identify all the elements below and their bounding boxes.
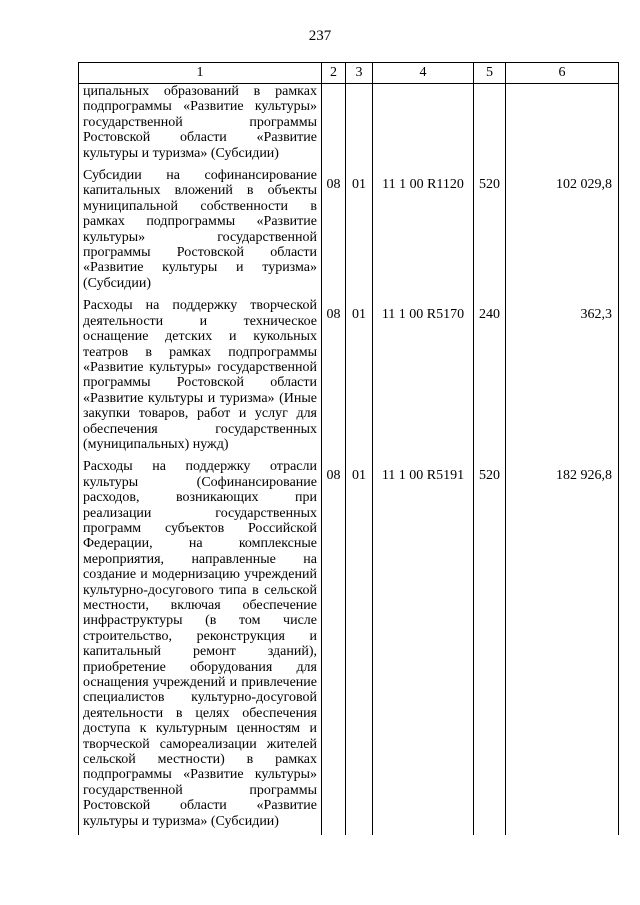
header-col-3: 3 xyxy=(346,63,373,84)
row-amount xyxy=(506,84,619,168)
row-target-code: 11 1 00 R5170 xyxy=(373,297,474,458)
row-description: Расходы на поддержку творческой деятельности и техническое оснащение детских и кукольных театров в рамках подпрограммы «Развитие культуры» государственной программы Ростовской области «Развитие культуры и туризма» (Иные закупки товаров, работ и услуг для обеспечения государственных (муниципальных) нужд) xyxy=(79,297,322,458)
table-header xyxy=(79,63,619,84)
row-subsection: 01 xyxy=(346,297,373,458)
row-target-code: 11 1 00 R5191 xyxy=(373,458,474,835)
row-section: 08 xyxy=(322,458,346,835)
row-target-code: 11 1 00 R1120 xyxy=(373,167,474,297)
header-col-1: 1 xyxy=(79,63,322,84)
row-expense-type: 520 xyxy=(474,167,506,297)
row-description: Субсидии на софинансирование капитальных вложений в объекты муниципальной собственности в рамках подпрограммы «Развитие культуры» государственной программы Ростовской области «Развитие культуры и туризма» (Субсидии) xyxy=(79,167,322,297)
row-description: ципальных образований в рамках подпрограммы «Развитие культуры» государственной программы Ростовской области «Развитие культуры и туризма» (Субсидии) xyxy=(79,84,322,168)
row-description: Расходы на поддержку отрасли культуры (Софинансирование расходов, возникающих при реализации государственных программ субъектов Российской Федерации, на комплексные мероприятия, направленные на создание и модернизацию учреждений культурно-досугового типа в сельской местности, включая обеспечение инфраструктуры (в том числе строительство, реконструкция и капитальный ремонт зданий), приобретение оборудования для оснащения учреждений и привлечение специалистов культурно-досуговой деятельности в целях обеспечения доступа к культурным ценностям и творческой самореализации жителей сельской местности) в рамках подпрограммы «Развитие культуры» государственной программы Ростовской области «Развитие культуры и туризма» (Субсидии) xyxy=(79,458,322,835)
table-row xyxy=(79,84,619,168)
row-amount: 102 029,8 xyxy=(506,167,619,297)
page-number: 237 xyxy=(308,28,332,44)
row-expense-type: 520 xyxy=(474,458,506,835)
row-subsection xyxy=(346,84,373,168)
row-section xyxy=(322,84,346,168)
budget-table xyxy=(78,62,619,835)
header-col-2: 2 xyxy=(322,63,346,84)
row-subsection: 01 xyxy=(346,167,373,297)
table-row xyxy=(79,167,619,297)
row-target-code xyxy=(373,84,474,168)
row-section: 08 xyxy=(322,167,346,297)
header-row xyxy=(79,63,619,84)
row-expense-type xyxy=(474,84,506,168)
header-col-4: 4 xyxy=(373,63,474,84)
row-amount: 362,3 xyxy=(506,297,619,458)
row-section: 08 xyxy=(322,297,346,458)
table-body xyxy=(79,84,619,836)
row-amount: 182 926,8 xyxy=(506,458,619,835)
row-expense-type: 240 xyxy=(474,297,506,458)
table-row xyxy=(79,297,619,458)
table-row xyxy=(79,458,619,835)
header-col-6: 6 xyxy=(506,63,619,84)
row-subsection: 01 xyxy=(346,458,373,835)
header-col-5: 5 xyxy=(474,63,506,84)
